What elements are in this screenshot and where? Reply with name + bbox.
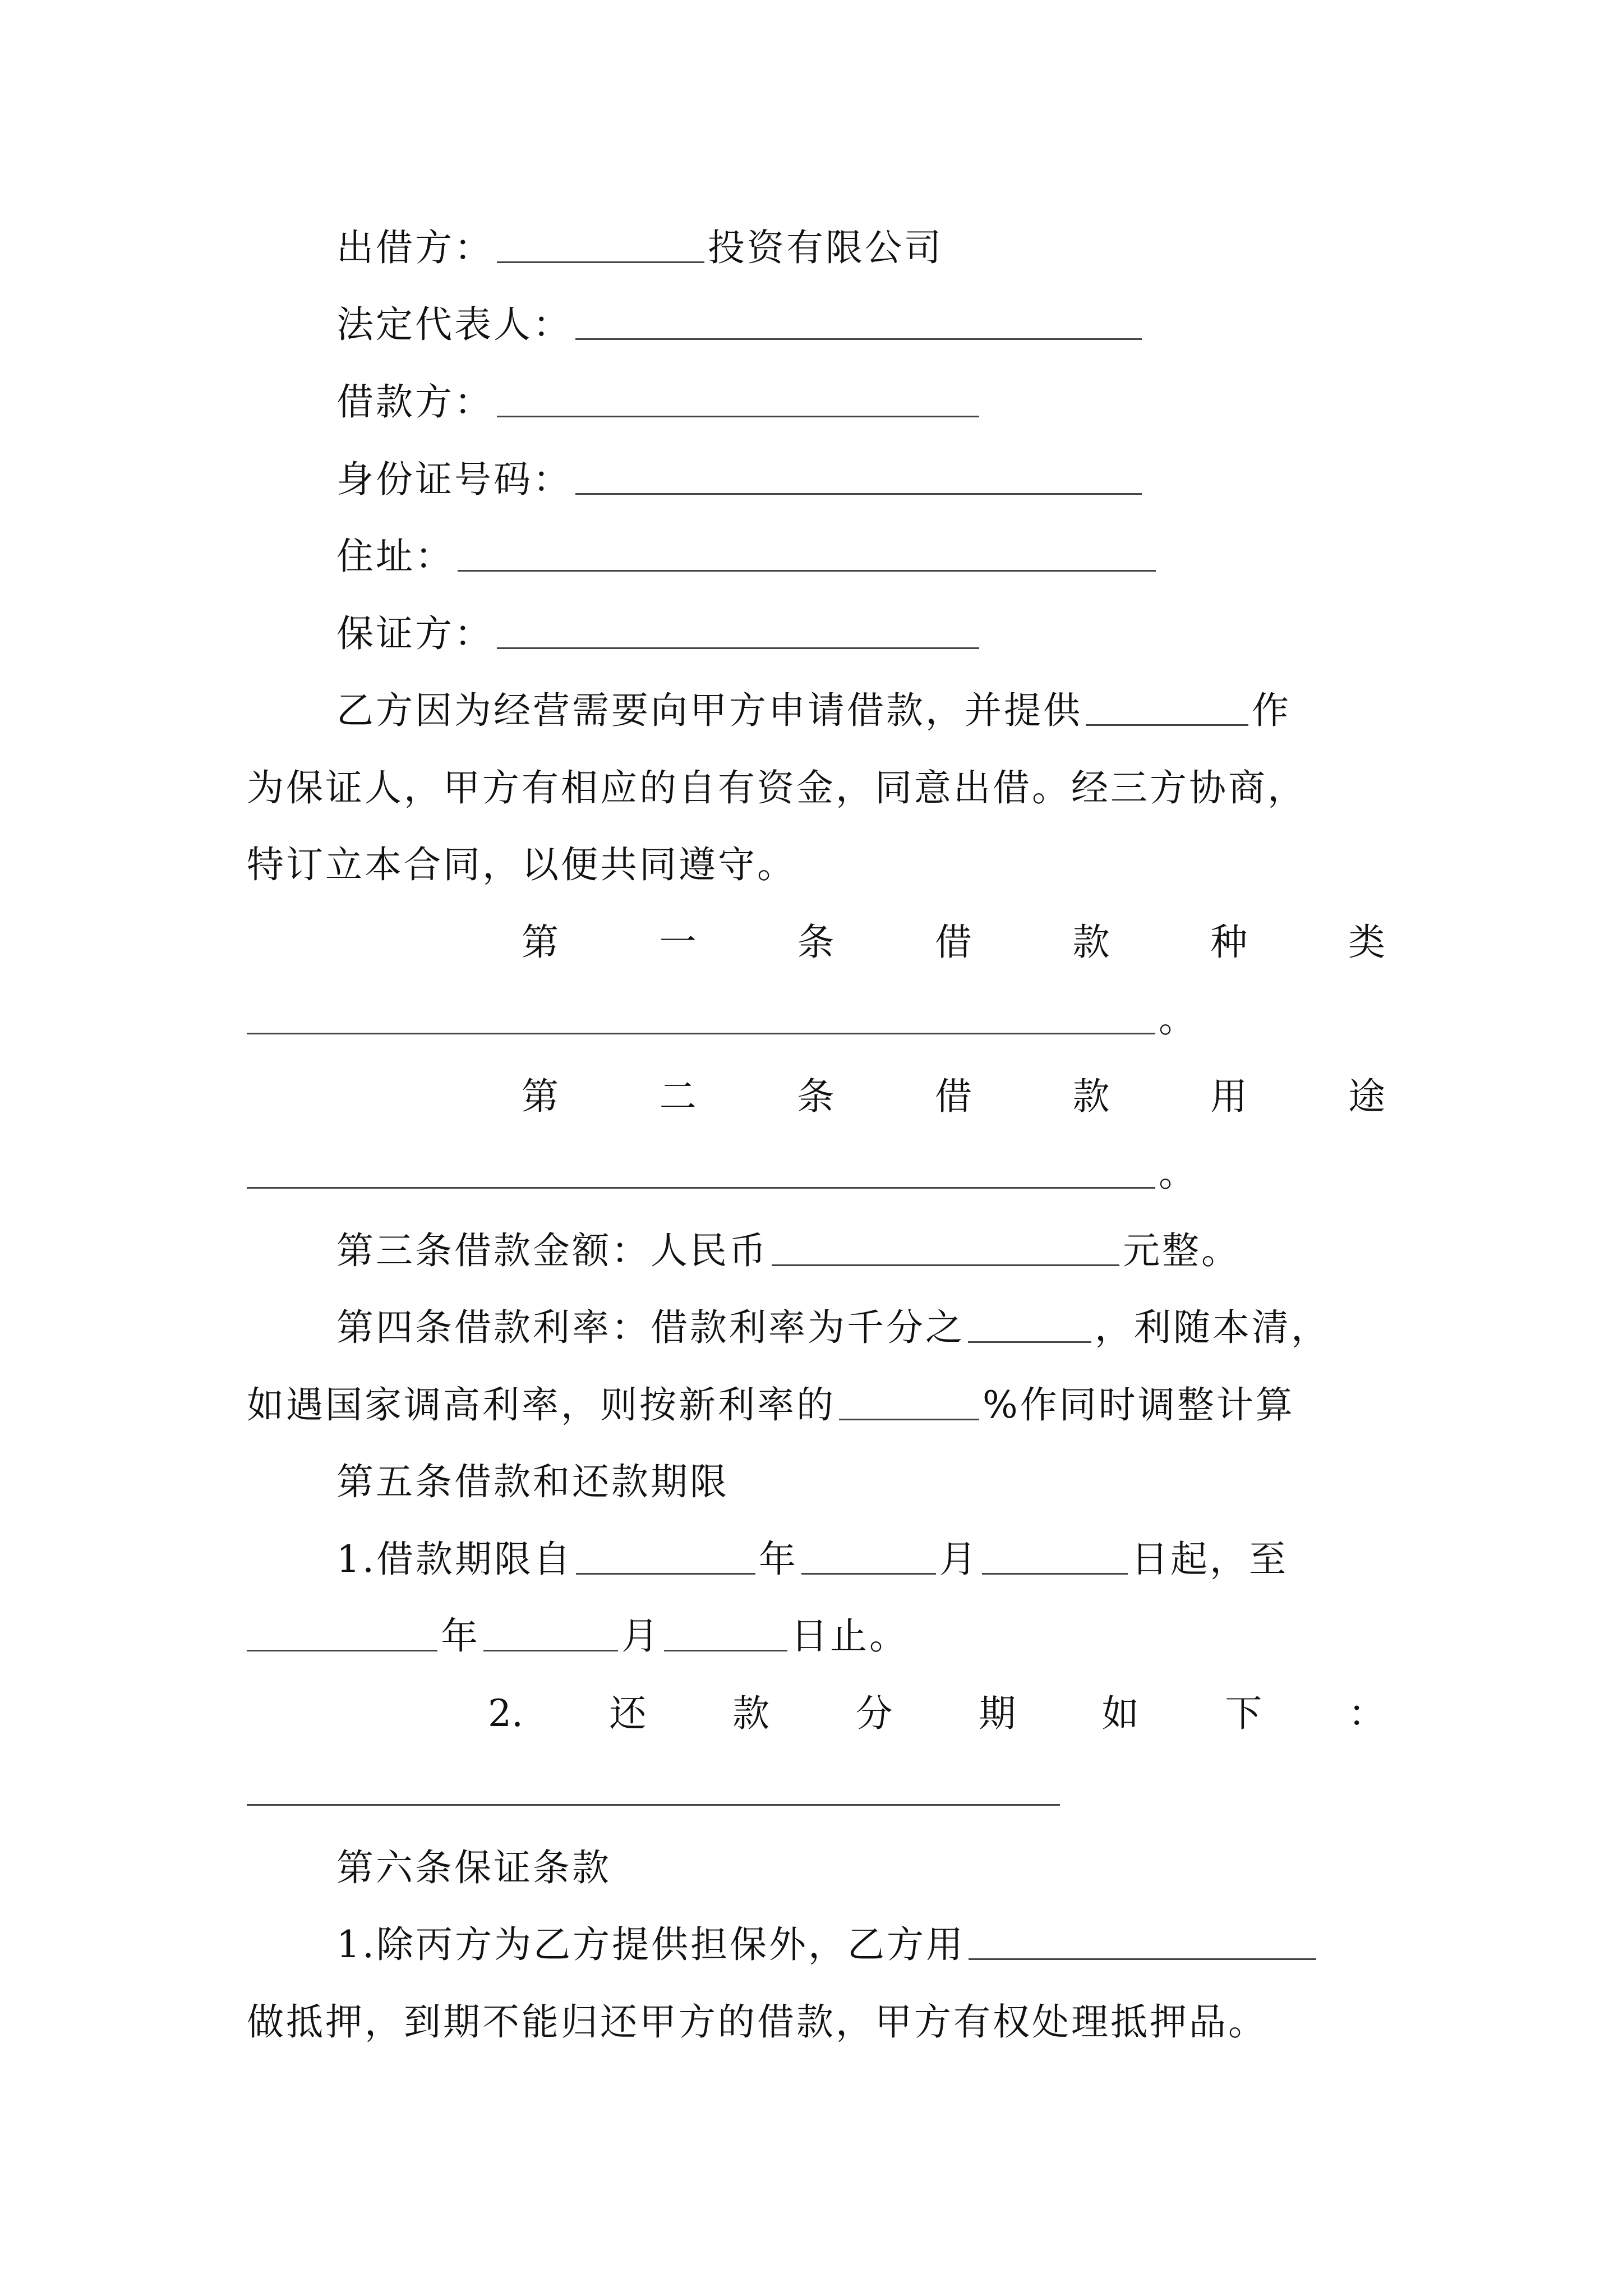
end-day-blank[interactable] <box>664 1649 787 1651</box>
borrower-line <box>336 365 983 424</box>
borrower-label: 借款方： <box>336 380 494 424</box>
address-line <box>336 519 1159 578</box>
art2-char: 借 <box>934 1075 972 1118</box>
article-5-title <box>336 1444 729 1501</box>
id-label: 身份证号码： <box>336 458 572 501</box>
interest-rate-blank[interactable] <box>968 1341 1091 1343</box>
article-6-p1-line-1 <box>336 1907 1320 1966</box>
art6-p1-a: 1.除丙方为乙方提供担保外，乙方用 <box>336 1923 965 1966</box>
art1-char: 款 <box>1072 921 1110 964</box>
article-5-p1-line-2 <box>247 1599 909 1658</box>
loan-purpose-blank[interactable] <box>247 1186 1155 1189</box>
intro-text-2: 为保证人，甲方有相应的自有资金，同意出借。经三方协商， <box>247 766 1307 809</box>
article-4-line-1 <box>336 1290 1330 1349</box>
start-month-blank[interactable] <box>801 1572 936 1575</box>
art2-char: 二 <box>659 1075 697 1118</box>
art5-p2-char: 还 <box>609 1692 647 1735</box>
art5-p2-char: 下 <box>1225 1692 1262 1735</box>
art5-p1-c: 日止。 <box>791 1614 909 1658</box>
guarantor-label: 保证方： <box>336 612 494 655</box>
art5-p2-char: ： <box>1348 1692 1385 1735</box>
art3-text-b: 元整。 <box>1123 1229 1241 1272</box>
start-day-blank[interactable] <box>982 1572 1128 1575</box>
id-number-blank[interactable] <box>575 493 1142 495</box>
art5-p2-char: 款 <box>732 1692 770 1735</box>
article-1-blank-line <box>247 982 1198 1041</box>
intro-text-3: 特订立本合同，以便共同遵守。 <box>247 843 796 886</box>
art5-title: 第五条借款和还款期限 <box>336 1460 729 1503</box>
intro-text-1a: 乙方因为经营需要向甲方申请借款，并提供 <box>336 689 1082 732</box>
intro-line-3 <box>247 827 796 884</box>
art5-p2-char: 分 <box>855 1692 893 1735</box>
article-6-title <box>336 1830 611 1887</box>
art1-char: 借 <box>934 921 972 964</box>
collateral-blank[interactable] <box>969 1958 1316 1960</box>
art1-char: 条 <box>797 921 834 964</box>
loan-type-blank[interactable] <box>247 1032 1155 1034</box>
art1-char: 种 <box>1210 921 1248 964</box>
article-5-p2-heading <box>488 1676 1385 1735</box>
address-blank[interactable] <box>458 569 1156 572</box>
art2-char: 第 <box>522 1075 559 1118</box>
article-3-line <box>336 1213 1241 1272</box>
art1-char: 类 <box>1348 921 1385 964</box>
lender-suffix: 投资有限公司 <box>708 226 943 269</box>
year-label: 年 <box>441 1614 480 1658</box>
month-label: 月 <box>621 1614 661 1658</box>
art6-title: 第六条保证条款 <box>336 1846 611 1889</box>
end-month-blank[interactable] <box>483 1649 618 1651</box>
art4-text-d: %作同时调整计算 <box>983 1383 1295 1427</box>
art4-text-c: 如遇国家调高利率，则按新利率的 <box>247 1383 836 1427</box>
art5-p2-char: 期 <box>979 1692 1016 1735</box>
loan-amount-blank[interactable] <box>772 1264 1119 1266</box>
start-year-blank[interactable] <box>576 1572 755 1575</box>
intro-text-1b: 作 <box>1252 689 1291 732</box>
art6-p1-b: 做抵押，到期不能归还甲方的借款，甲方有权处理抵押品。 <box>247 2000 1267 2044</box>
legal-rep-line <box>336 287 1145 346</box>
article-2-blank-line <box>247 1136 1198 1195</box>
guarantor-name-blank[interactable] <box>1086 724 1248 726</box>
article-2-heading <box>522 1059 1385 1118</box>
rate-adjust-blank[interactable] <box>839 1418 979 1420</box>
art2-char: 条 <box>797 1075 834 1118</box>
art5-p1-a: 1.借款期限自 <box>336 1538 573 1581</box>
legal-rep-label: 法定代表人： <box>336 303 572 346</box>
guarantor-blank[interactable] <box>497 647 979 649</box>
id-line <box>336 442 1145 501</box>
lender-line <box>336 210 943 269</box>
borrower-blank[interactable] <box>497 415 979 417</box>
art1-char: 一 <box>659 921 697 964</box>
article-4-line-2 <box>247 1368 1295 1427</box>
art5-p2-char: 2. <box>488 1692 523 1735</box>
lender-label: 出借方： <box>336 226 494 269</box>
art2-period: 。 <box>1159 1152 1198 1195</box>
intro-line-1 <box>336 673 1291 732</box>
article-5-p1-line-1 <box>336 1522 1288 1581</box>
art2-char: 用 <box>1210 1075 1248 1118</box>
lender-name-blank[interactable] <box>497 261 704 263</box>
month-label: 月 <box>939 1538 979 1581</box>
art2-char: 款 <box>1072 1075 1110 1118</box>
art4-text-a: 第四条借款利率：借款利率为千分之 <box>336 1306 965 1349</box>
year-label: 年 <box>758 1538 798 1581</box>
guarantor-line <box>336 596 983 655</box>
art2-char: 途 <box>1348 1075 1385 1118</box>
legal-rep-blank[interactable] <box>575 338 1142 340</box>
art1-period: 。 <box>1159 997 1198 1041</box>
end-year-blank[interactable] <box>247 1649 437 1651</box>
article-6-p1-line-2 <box>247 1985 1267 2044</box>
art5-p2-char: 如 <box>1101 1692 1139 1735</box>
repayment-schedule-blank[interactable] <box>247 1804 1060 1806</box>
art1-char: 第 <box>522 921 559 964</box>
article-1-heading <box>522 905 1385 964</box>
art4-text-b: ，利随本清， <box>1095 1306 1330 1349</box>
intro-line-2 <box>247 751 1307 807</box>
art3-text-a: 第三条借款金额：人民币 <box>336 1229 768 1272</box>
art5-p1-b: 日起，至 <box>1131 1538 1288 1581</box>
address-label: 住址： <box>336 535 454 578</box>
